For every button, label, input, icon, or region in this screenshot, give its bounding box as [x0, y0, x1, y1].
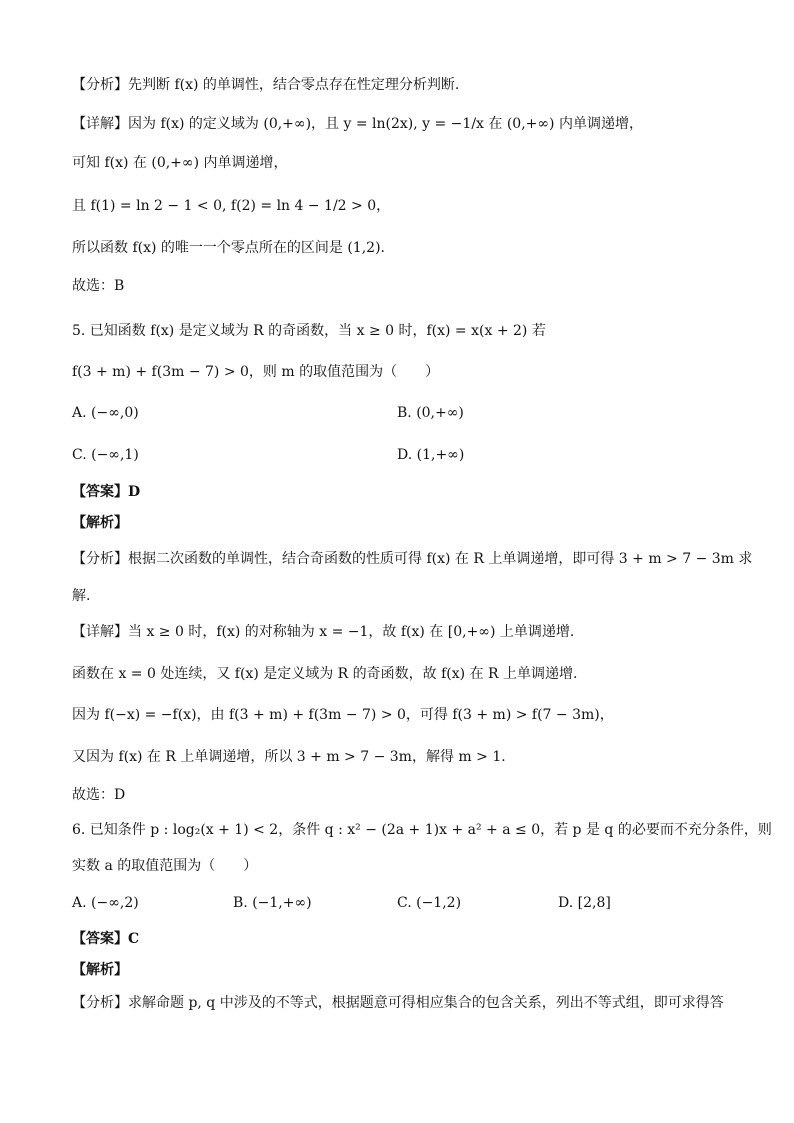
- analysis-line-1: 【分析】先判断 f(x) 的单调性，结合零点存在性定理分析判断.: [72, 77, 460, 93]
- q6-option-c: C. (−1,2): [397, 895, 462, 911]
- question-5-stem: 5. 已知函数 f(x) 是定义域为 R 的奇函数，当 x ≥ 0 时，f(x) = x(x + 2) 若: [72, 323, 546, 339]
- choice-line-1: 故选：B: [72, 278, 125, 294]
- detail-line-2: 可知 f(x) 在 (0,+∞) 内单调递增，: [72, 155, 288, 171]
- q5-detail-1: 【详解】当 x ≥ 0 时，f(x) 的对称轴为 x = −1，故 f(x) 在 [0,+∞) 上单调递增.: [72, 624, 575, 640]
- q5-option-b: B. (0,+∞): [397, 405, 464, 421]
- solution-label-6: 【解析】: [72, 962, 128, 978]
- question-6-stem: 6. 已知条件 p : log₂(x + 1) < 2，条件 q : x² − (2a + 1)x + a² + a ≤ 0，若 p 是 q 的必要而不充分条件，则: [72, 822, 772, 838]
- q6-option-a: A. (−∞,2): [72, 895, 139, 911]
- q5-detail-3: 因为 f(−x) = −f(x)，由 f(3 + m) + f(3m − 7) > 0，可得 f(3 + m) > f(7 − 3m)，: [72, 707, 614, 723]
- q5-option-a: A. (−∞,0): [72, 405, 139, 421]
- q5-choice: 故选：D: [72, 787, 126, 803]
- q5-analysis-2: 解.: [72, 588, 91, 604]
- q6-option-d: D. [2,8]: [558, 895, 611, 911]
- q5-option-c: C. (−∞,1): [72, 447, 139, 463]
- q5-detail-4: 又因为 f(x) 在 R 上单调递增，所以 3 + m > 7 − 3m，解得 m > 1.: [72, 749, 506, 765]
- detail-line-4: 所以函数 f(x) 的唯一一个零点所在的区间是 (1,2).: [72, 240, 385, 256]
- question-5-stem-2: f(3 + m) + f(3m − 7) > 0，则 m 的取值范围为（ ）: [72, 364, 440, 380]
- detail-line-1: 【详解】因为 f(x) 的定义域为 (0,+∞)，且 y = ln(2x), y = −1/x 在 (0,+∞) 内单调递增，: [72, 116, 643, 132]
- q6-analysis-1: 【分析】求解命题 p, q 中涉及的不等式，根据题意可得相应集合的包含关系，列出不等式组，即可求得答: [72, 995, 724, 1011]
- solution-label-5: 【解析】: [72, 515, 128, 531]
- question-6-stem-2: 实数 a 的取值范围为（ ）: [72, 858, 258, 874]
- q5-analysis-1: 【分析】根据二次函数的单调性，结合奇函数的性质可得 f(x) 在 R 上单调递增，即可得 3 + m > 7 − 3m 求: [72, 551, 753, 567]
- answer-label-5: 【答案】D: [72, 484, 141, 500]
- q6-option-b: B. (−1,+∞): [233, 895, 312, 911]
- detail-line-3: 且 f(1) = ln 2 − 1 < 0, f(2) = ln 4 − 1/2 > 0，: [72, 198, 391, 214]
- q5-detail-2: 函数在 x = 0 处连续，又 f(x) 是定义域为 R 的奇函数，故 f(x) 在 R 上单调递增.: [72, 666, 578, 682]
- answer-label-6: 【答案】C: [72, 931, 140, 947]
- q5-option-d: D. (1,+∞): [397, 447, 465, 463]
